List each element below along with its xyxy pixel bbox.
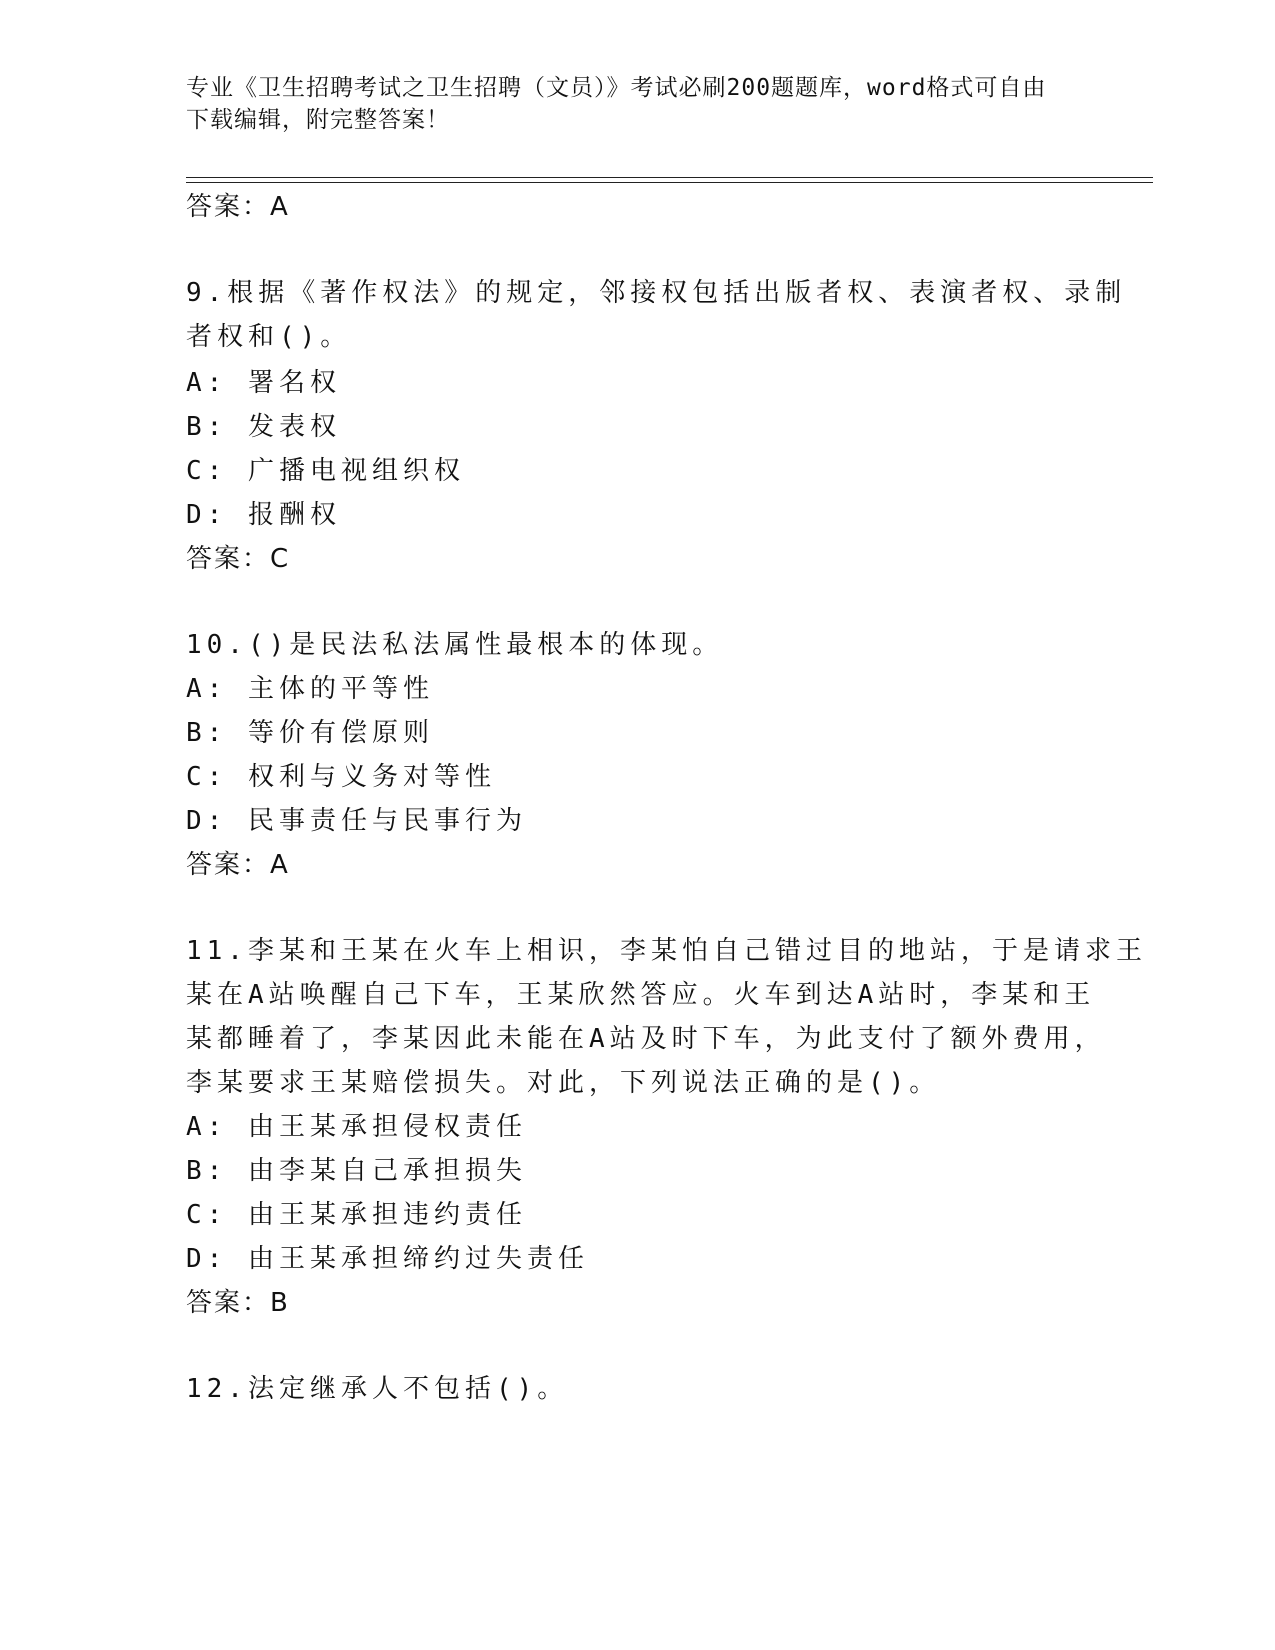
question-11-stem-line-2: 某在A站唤醒自己下车，王某欣然答应。火车到达A站时，李某和王 — [186, 980, 1096, 1010]
question-11-option-a: A: 由王某承担侵权责任 — [186, 1112, 527, 1142]
question-9-stem-line-2: 者权和()。 — [186, 322, 352, 352]
question-9-option-a: A: 署名权 — [186, 368, 341, 398]
question-11-stem-line-3: 某都睡着了，李某因此未能在A站及时下车，为此支付了额外费用， — [186, 1024, 1106, 1054]
header-rule-bottom — [186, 182, 1153, 183]
question-9-stem-line-1: 9.根据《著作权法》的规定，邻接权包括出版者权、表演者权、录制 — [186, 278, 1127, 308]
question-10-option-c: C: 权利与义务对等性 — [186, 762, 496, 792]
question-11-option-c: C: 由王某承担违约责任 — [186, 1200, 527, 1230]
answer-q8: 答案：A — [186, 192, 290, 222]
question-9-option-c: C: 广播电视组织权 — [186, 456, 465, 486]
question-9-option-d: D: 报酬权 — [186, 500, 341, 530]
question-11-stem-line-4: 李某要求王某赔偿损失。对此，下列说法正确的是()。 — [186, 1068, 941, 1098]
answer-q9: 答案：C — [186, 544, 291, 574]
question-10-option-b: B: 等价有偿原则 — [186, 718, 434, 748]
document-header: 专业《卫生招聘考试之卫生招聘（文员）》考试必刷200题题库，word格式可自由下载编辑，附完整答案！ — [186, 75, 1047, 133]
question-11-option-b: B: 由李某自己承担损失 — [186, 1156, 527, 1186]
header-rule-top — [186, 177, 1153, 178]
question-10-option-a: A: 主体的平等性 — [186, 674, 434, 704]
question-9-option-b: B: 发表权 — [186, 412, 341, 442]
question-11-stem-line-1: 11.李某和王某在火车上相识，李某怕自己错过目的地站，于是请求王 — [186, 936, 1147, 966]
question-12-stem-line-1: 12.法定继承人不包括()。 — [186, 1374, 569, 1404]
answer-q11: 答案：B — [186, 1288, 290, 1318]
answer-q10: 答案：A — [186, 850, 290, 880]
question-10-option-d: D: 民事责任与民事行为 — [186, 806, 527, 836]
question-10-stem-line-1: 10.()是民法私法属性最根本的体现。 — [186, 630, 724, 660]
question-11-option-d: D: 由王某承担缔约过失责任 — [186, 1244, 589, 1274]
